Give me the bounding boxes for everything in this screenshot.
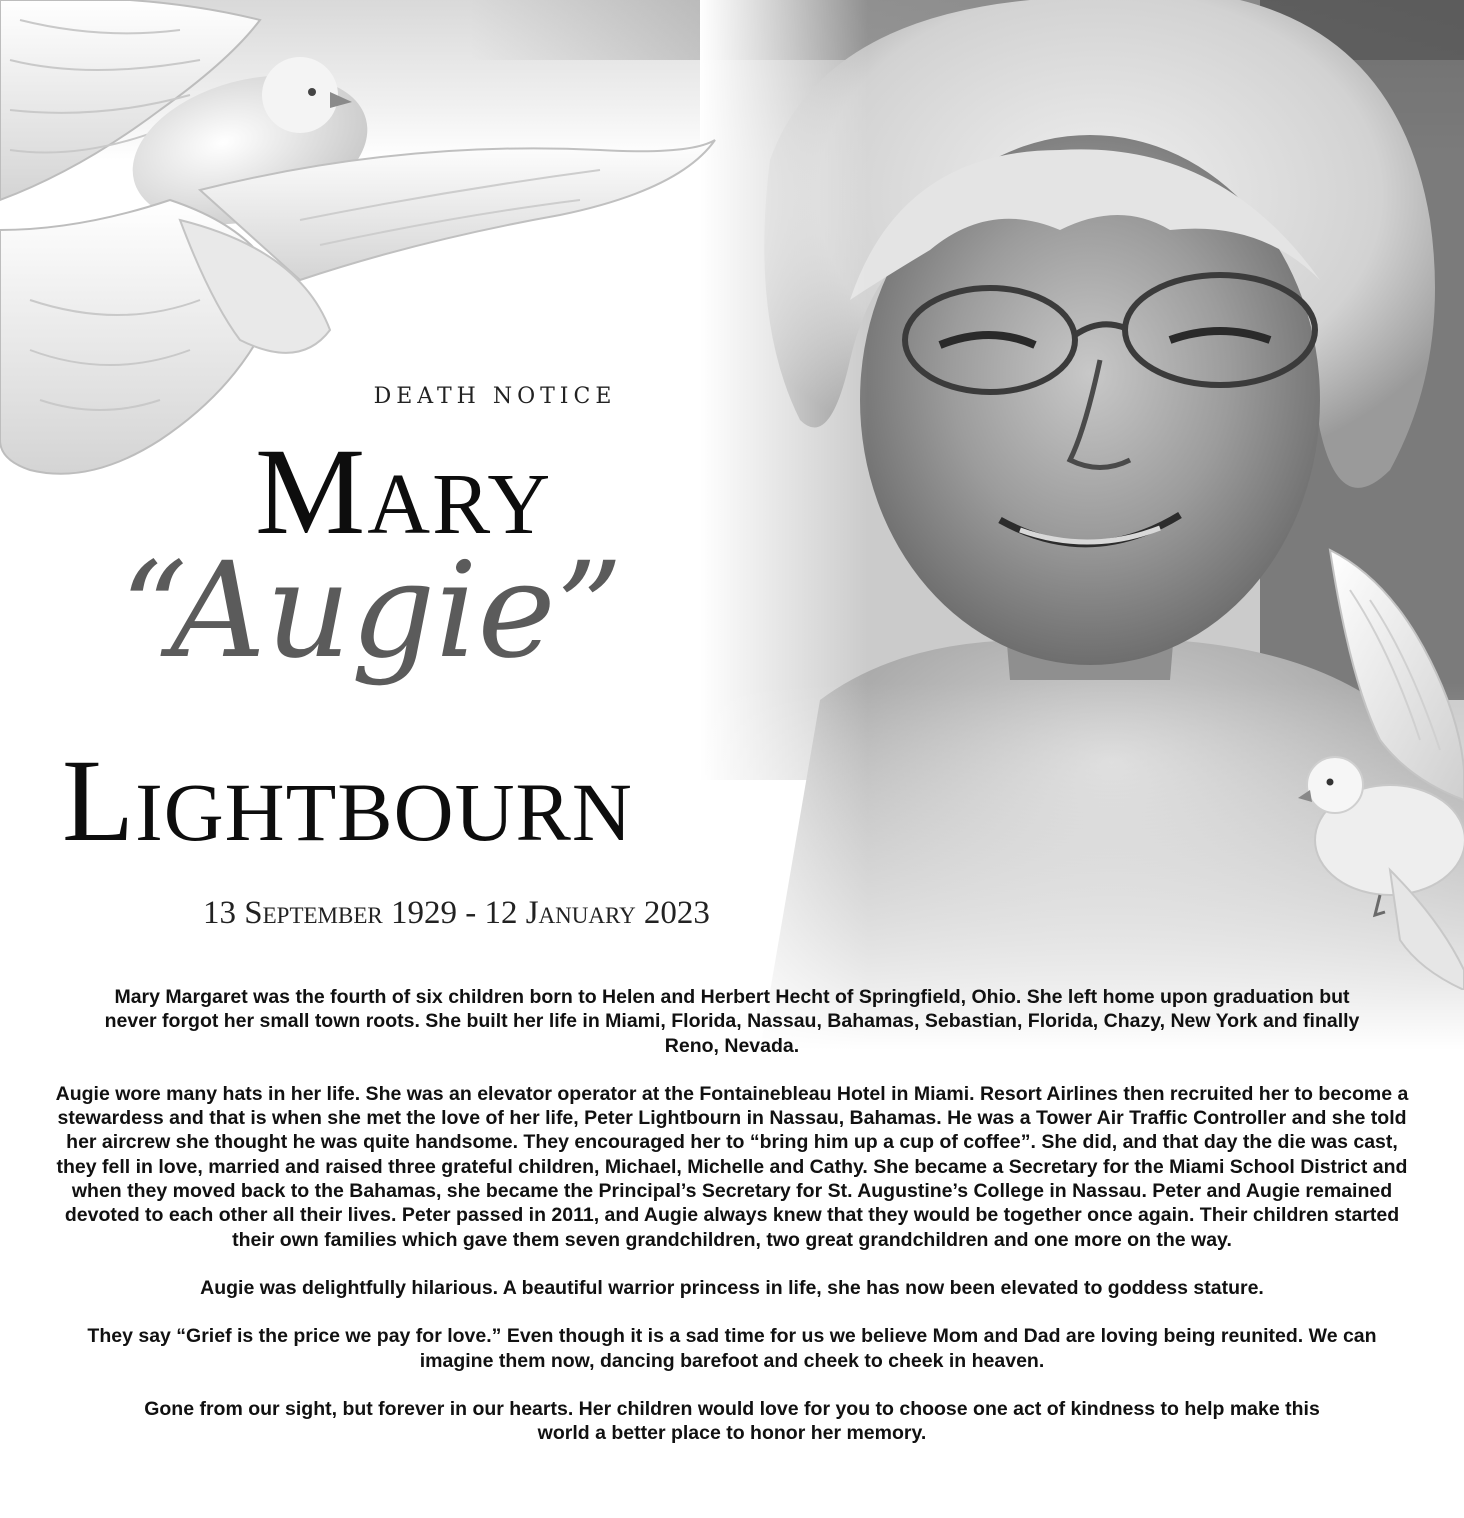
obituary-paragraph: Augie wore many hats in her life. She was an elevator operator at the Fontainebleau Hotel in Miami. Resort Airlines then recruited her to become a stewardess and that is when she met the love of her life, Peter Lightbourn in Nassau, Bahamas. He was a Tower Air Traffic Controller and she told her aircrew she thought he was quite handsome. They encouraged her to “bring him up a cup of coffee”. She did, and that day the die was cast, they fell in love, married and raised three grateful children, Michael, Michelle and Cathy. She became a Secretary for the Miami School District and when they moved back to the Bahamas, she became the Principal’s Secretary for St. Augustine’s College in Nassau. Peter and Augie remained devoted to each other all their lives. Peter passed in 2011, and Augie always knew that they would be together once again. Their children started their own families which gave them seven grandchildren, two great grandchildren and one more on the way. bbox=[55, 1082, 1409, 1251]
life-dates: 13 September 1929 - 12 January 2023 bbox=[203, 895, 710, 931]
obituary-paragraph: They say “Grief is the price we pay for love.” Even though it is a sad time for us we believe Mom and Dad are loving being reunited. We can imagine them now, dancing barefoot and cheek to cheek in heaven. bbox=[87, 1325, 1377, 1372]
notice-kicker: DEATH NOTICE bbox=[373, 384, 617, 409]
first-name: Mary bbox=[255, 423, 553, 560]
dove-icon bbox=[0, 0, 720, 490]
obituary-paragraph: Augie was delightfully hilarious. A beautiful warrior princess in life, she has now been elevated to goddess stature. bbox=[200, 1276, 1264, 1299]
nickname: “Augie” bbox=[120, 534, 624, 688]
obituary-paragraph: Mary Margaret was the fourth of six children born to Helen and Herbert Hecht of Springfield, Ohio. She left home upon graduation but never forgot her small town roots. She built her life in Miami, Florida, Nassau, Bahamas, Sebastian, Florida, Chazy, New York and finally Reno, Nevada. bbox=[104, 986, 1360, 1057]
dove-icon bbox=[1290, 540, 1464, 990]
obituary-paragraph: Gone from our sight, but forever in our hearts. Her children would love for you to choose one act of kindness to help make this world a better place to honor her memory. bbox=[144, 1397, 1320, 1445]
last-name: Lightbourn bbox=[62, 735, 633, 866]
obituary-body bbox=[40, 985, 1424, 1469]
